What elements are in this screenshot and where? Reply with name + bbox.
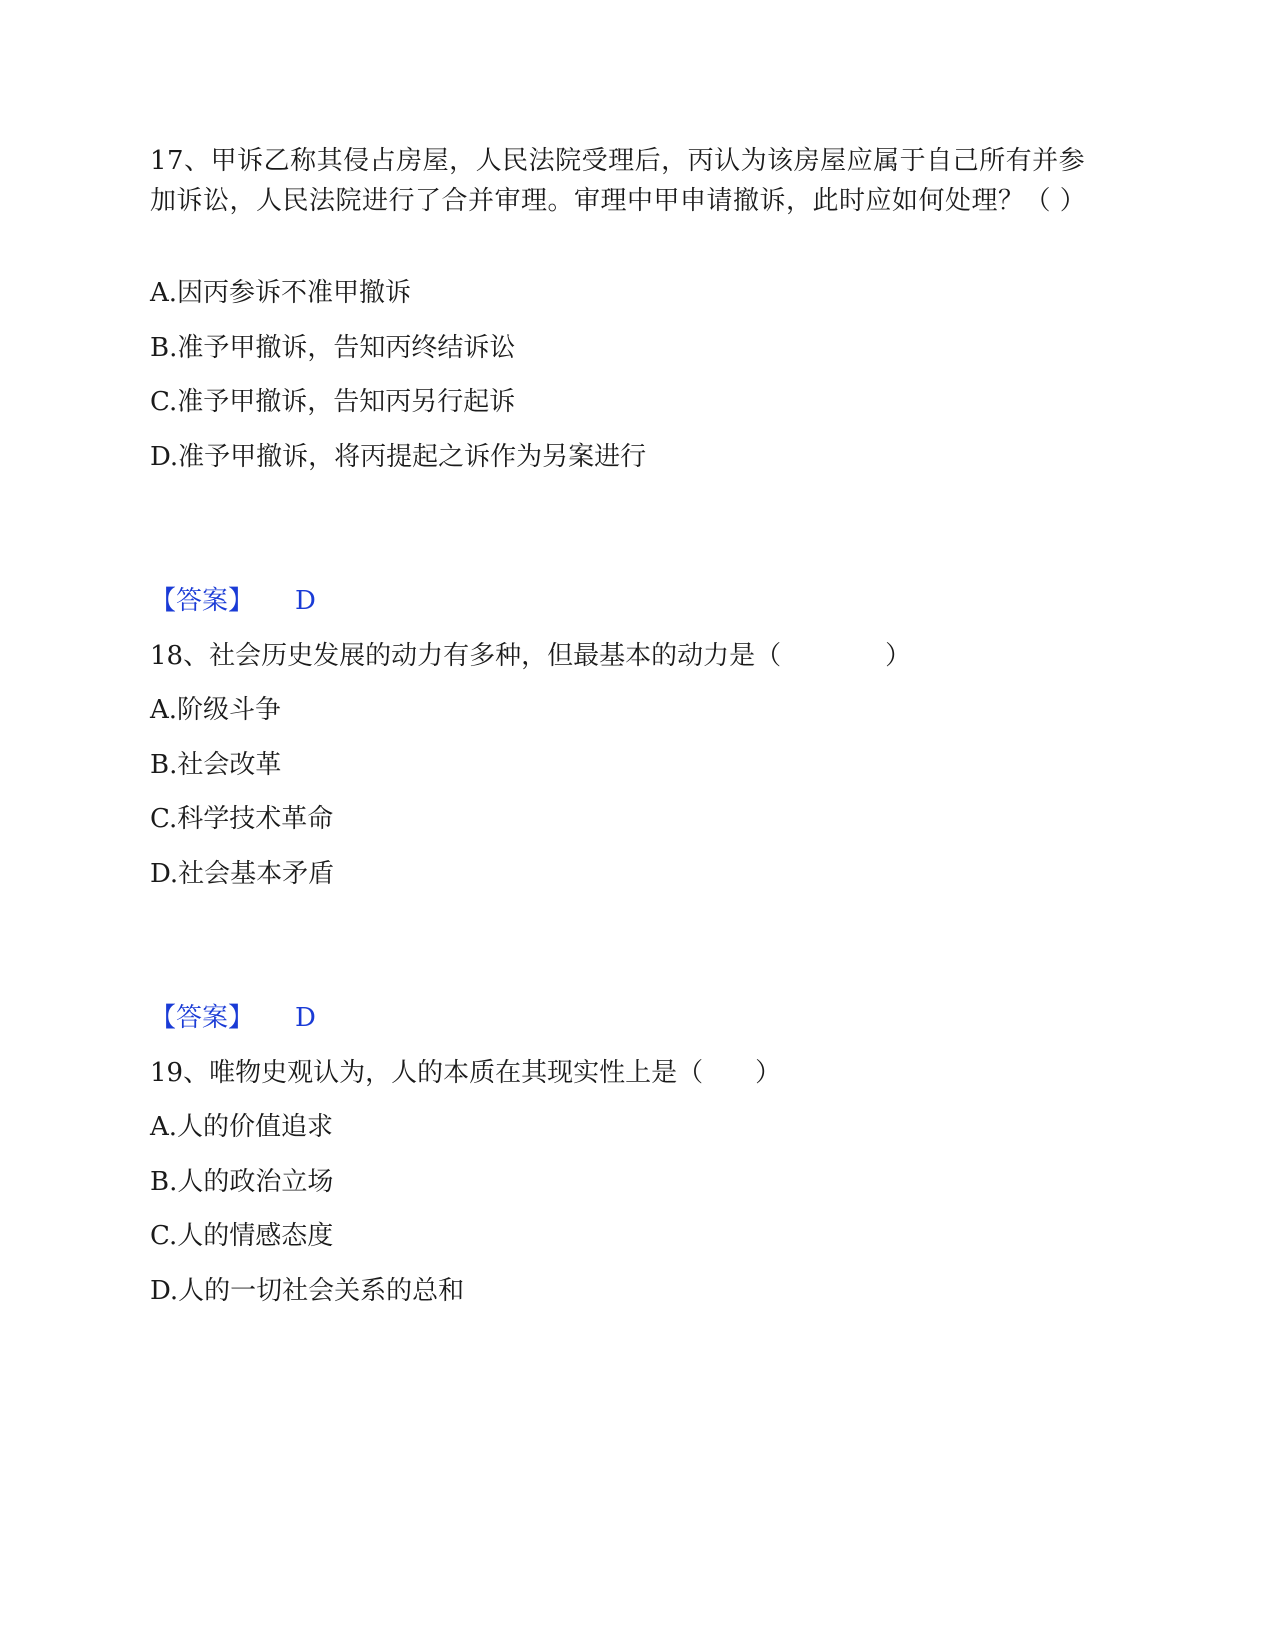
- document-page: [150, 0, 1125, 1650]
- question-19-option-b: B.人的政治立场: [150, 1167, 334, 1197]
- answer-value: D: [295, 1003, 316, 1033]
- question-19-stem: 19、唯物史观认为，人的本质在其现实性上是（ ）: [150, 1058, 782, 1088]
- question-19-option-c: C.人的情感态度: [150, 1221, 334, 1251]
- question-18-option-d: D.社会基本矛盾: [150, 859, 335, 889]
- question-17-option-b: B.准予甲撤诉，告知丙终结诉讼: [150, 333, 516, 363]
- question-18-stem: 18、社会历史发展的动力有多种，但最基本的动力是（ ）: [150, 641, 912, 671]
- question-17-stem: 17、甲诉乙称其侵占房屋，人民法院受理后，丙认为该房屋应属于自己所有并参加诉讼，人民法院进行了合并审理。审理中甲申请撤诉，此时应如何处理？（ ）: [150, 146, 1087, 216]
- answer-label: 【答案】: [150, 1003, 255, 1033]
- question-17-option-c: C.准予甲撤诉，告知丙另行起诉: [150, 387, 516, 417]
- question-19-option-a: A.人的价值追求: [150, 1112, 334, 1142]
- question-18-option-c: C.科学技术革命: [150, 804, 334, 834]
- question-17-option-a: A.因丙参诉不准甲撤诉: [150, 278, 412, 308]
- question-19-option-d: D.人的一切社会关系的总和: [150, 1276, 465, 1306]
- question-18-answer: [150, 1000, 316, 1036]
- question-18-option-b: B.社会改革: [150, 750, 282, 780]
- question-17-answer: [150, 583, 316, 619]
- answer-label: 【答案】: [150, 586, 255, 616]
- question-17-option-d: D.准予甲撤诉，将丙提起之诉作为另案进行: [150, 442, 647, 472]
- question-18-option-a: A.阶级斗争: [150, 695, 282, 725]
- answer-value: D: [295, 586, 316, 616]
